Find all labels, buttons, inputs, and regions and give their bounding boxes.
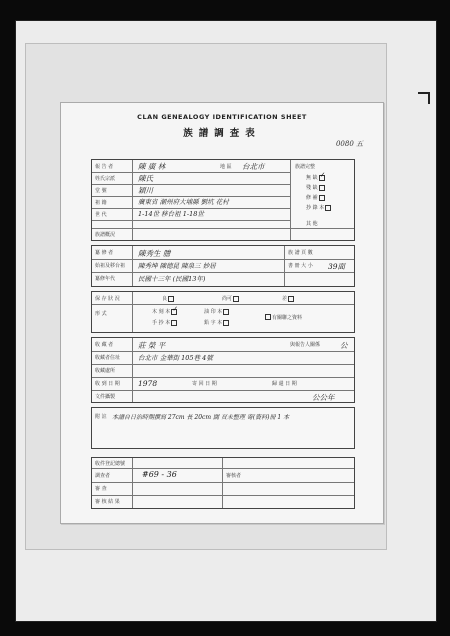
sheet-code: 0080 五 xyxy=(335,140,363,148)
region-value: 台北市 xyxy=(242,162,265,171)
holder-label: 收 藏 者 xyxy=(95,342,114,348)
completeness-checklist xyxy=(306,174,331,214)
ancestors-value: 陳秀坤 陳德昆 陳泉三 妙居 xyxy=(138,262,216,270)
condition-opt: 良 xyxy=(162,295,174,302)
checkbox-woodblock[interactable] xyxy=(171,309,177,315)
checkbox-mimeograph[interactable] xyxy=(223,309,229,315)
check-item: 抄 錄 本 xyxy=(306,204,331,211)
format-opt: 手 抄 本 xyxy=(152,319,177,326)
format-opt: 鉛 字 本 xyxy=(204,319,229,326)
reporter-label: 報 告 者 xyxy=(95,164,114,170)
relation-label: 與報告人關係 xyxy=(290,342,321,348)
registry-label: 收件登記總號 xyxy=(95,461,126,467)
registry-value: #69 - 36 xyxy=(142,470,177,479)
checkbox-poor[interactable] xyxy=(288,296,294,302)
checkbox-handwritten[interactable] xyxy=(171,320,177,326)
pages-label: 族 譜 頁 數 xyxy=(288,250,313,256)
remark-label: 族譜概況 xyxy=(95,232,116,238)
format-opt: 木 刻 本✓ xyxy=(152,308,177,315)
audit-label: 審 查 xyxy=(95,486,107,492)
result-label: 審 核 結 果 xyxy=(95,499,120,505)
investigator-label: 調查者 xyxy=(95,473,111,479)
format-opt: 油 印 本 xyxy=(204,308,229,315)
checkbox-transcribed[interactable] xyxy=(325,205,331,211)
year-label: 纂修年代 xyxy=(95,276,116,282)
return-label: 歸 還 日 期 xyxy=(272,381,297,387)
section-notes xyxy=(91,407,355,449)
reporter-value: 陳 廣 林 xyxy=(138,162,166,171)
pages-value: 39面 xyxy=(328,262,346,271)
origin-value: 廣東省 潮州府大埔縣 劉坑 花村 xyxy=(138,198,229,206)
checkbox-incomplete[interactable] xyxy=(319,185,325,191)
compiler-value: 陳秀生 謄 xyxy=(138,249,171,258)
relation-value: 公 xyxy=(340,341,348,350)
condition-opt: 差 xyxy=(282,295,294,302)
notes-label: 附 註 xyxy=(95,414,107,420)
other-label: 其 他 xyxy=(306,221,318,227)
genealogy-sheet xyxy=(60,102,384,524)
section-reporter xyxy=(91,159,355,241)
related-note: 有關聯之資料 xyxy=(272,315,303,321)
reviewer-label: 審核者 xyxy=(226,473,242,479)
corner-crop-mark xyxy=(418,92,430,104)
hall-label: 堂 號 xyxy=(95,188,107,194)
hall-value: 穎川 xyxy=(138,186,153,195)
date-value: 1978 xyxy=(138,379,158,388)
holder-address-value: 台北市 金華街 105巷 4號 xyxy=(138,354,213,362)
generation-value: 1-14世 移台祖 1-18世 xyxy=(138,210,204,218)
date-label: 收 到 日 期 xyxy=(95,381,120,387)
holder-address-label: 收藏者住址 xyxy=(95,355,121,361)
year-value: 民國十三年 (民國13年) xyxy=(138,275,206,283)
checkbox-good[interactable] xyxy=(168,296,174,302)
checkbox-related[interactable] xyxy=(265,314,271,320)
ancestors-label: 始祖及移台祖 xyxy=(95,263,126,269)
size-label: 書 冊 大 小 xyxy=(288,263,313,269)
source-label: 收藏處所 xyxy=(95,368,116,374)
sheet-title-chinese: 族譜調查表 xyxy=(183,128,261,139)
clan-value: 陳氏 xyxy=(138,174,153,183)
film-value: 公公年 xyxy=(312,393,335,402)
section-condition xyxy=(91,291,355,333)
condition-label: 保 存 狀 況 xyxy=(95,296,120,302)
checkbox-typeset[interactable] xyxy=(223,320,229,326)
checkbox-fair[interactable] xyxy=(233,296,239,302)
section-holder xyxy=(91,337,355,403)
checkbox-complete[interactable] xyxy=(319,175,325,181)
check-item: 殘 缺 xyxy=(306,184,331,191)
clan-label: 姓氏宗派 xyxy=(95,176,116,182)
region-label: 地 區 xyxy=(220,164,232,170)
sheet-title-english: CLAN GENEALOGY IDENTIFICATION SHEET xyxy=(137,113,307,121)
check-item: 修 補 xyxy=(306,194,331,201)
generation-label: 世 代 xyxy=(95,212,107,218)
status-label: 族譜完整 xyxy=(295,164,316,170)
check-item: 無 缺✓ xyxy=(306,174,331,181)
received-label: 寄 回 日 期 xyxy=(192,381,217,387)
condition-opt: 尚可 xyxy=(222,295,239,302)
section-office-use xyxy=(91,457,355,509)
notes-value: 本譜自日治時期撰寫 27cm 長 20cm 闊 頁未整理 寄(資料)冊 1 本 xyxy=(112,414,290,421)
holder-value: 莊 榮 平 xyxy=(138,341,166,350)
section-compiler xyxy=(91,245,355,287)
compiler-label: 纂 修 者 xyxy=(95,250,114,256)
checkbox-repaired[interactable] xyxy=(319,195,325,201)
format-label: 形 式 xyxy=(95,311,107,317)
origin-label: 祖 籍 xyxy=(95,200,107,206)
film-label: 文件攝製 xyxy=(95,394,116,400)
